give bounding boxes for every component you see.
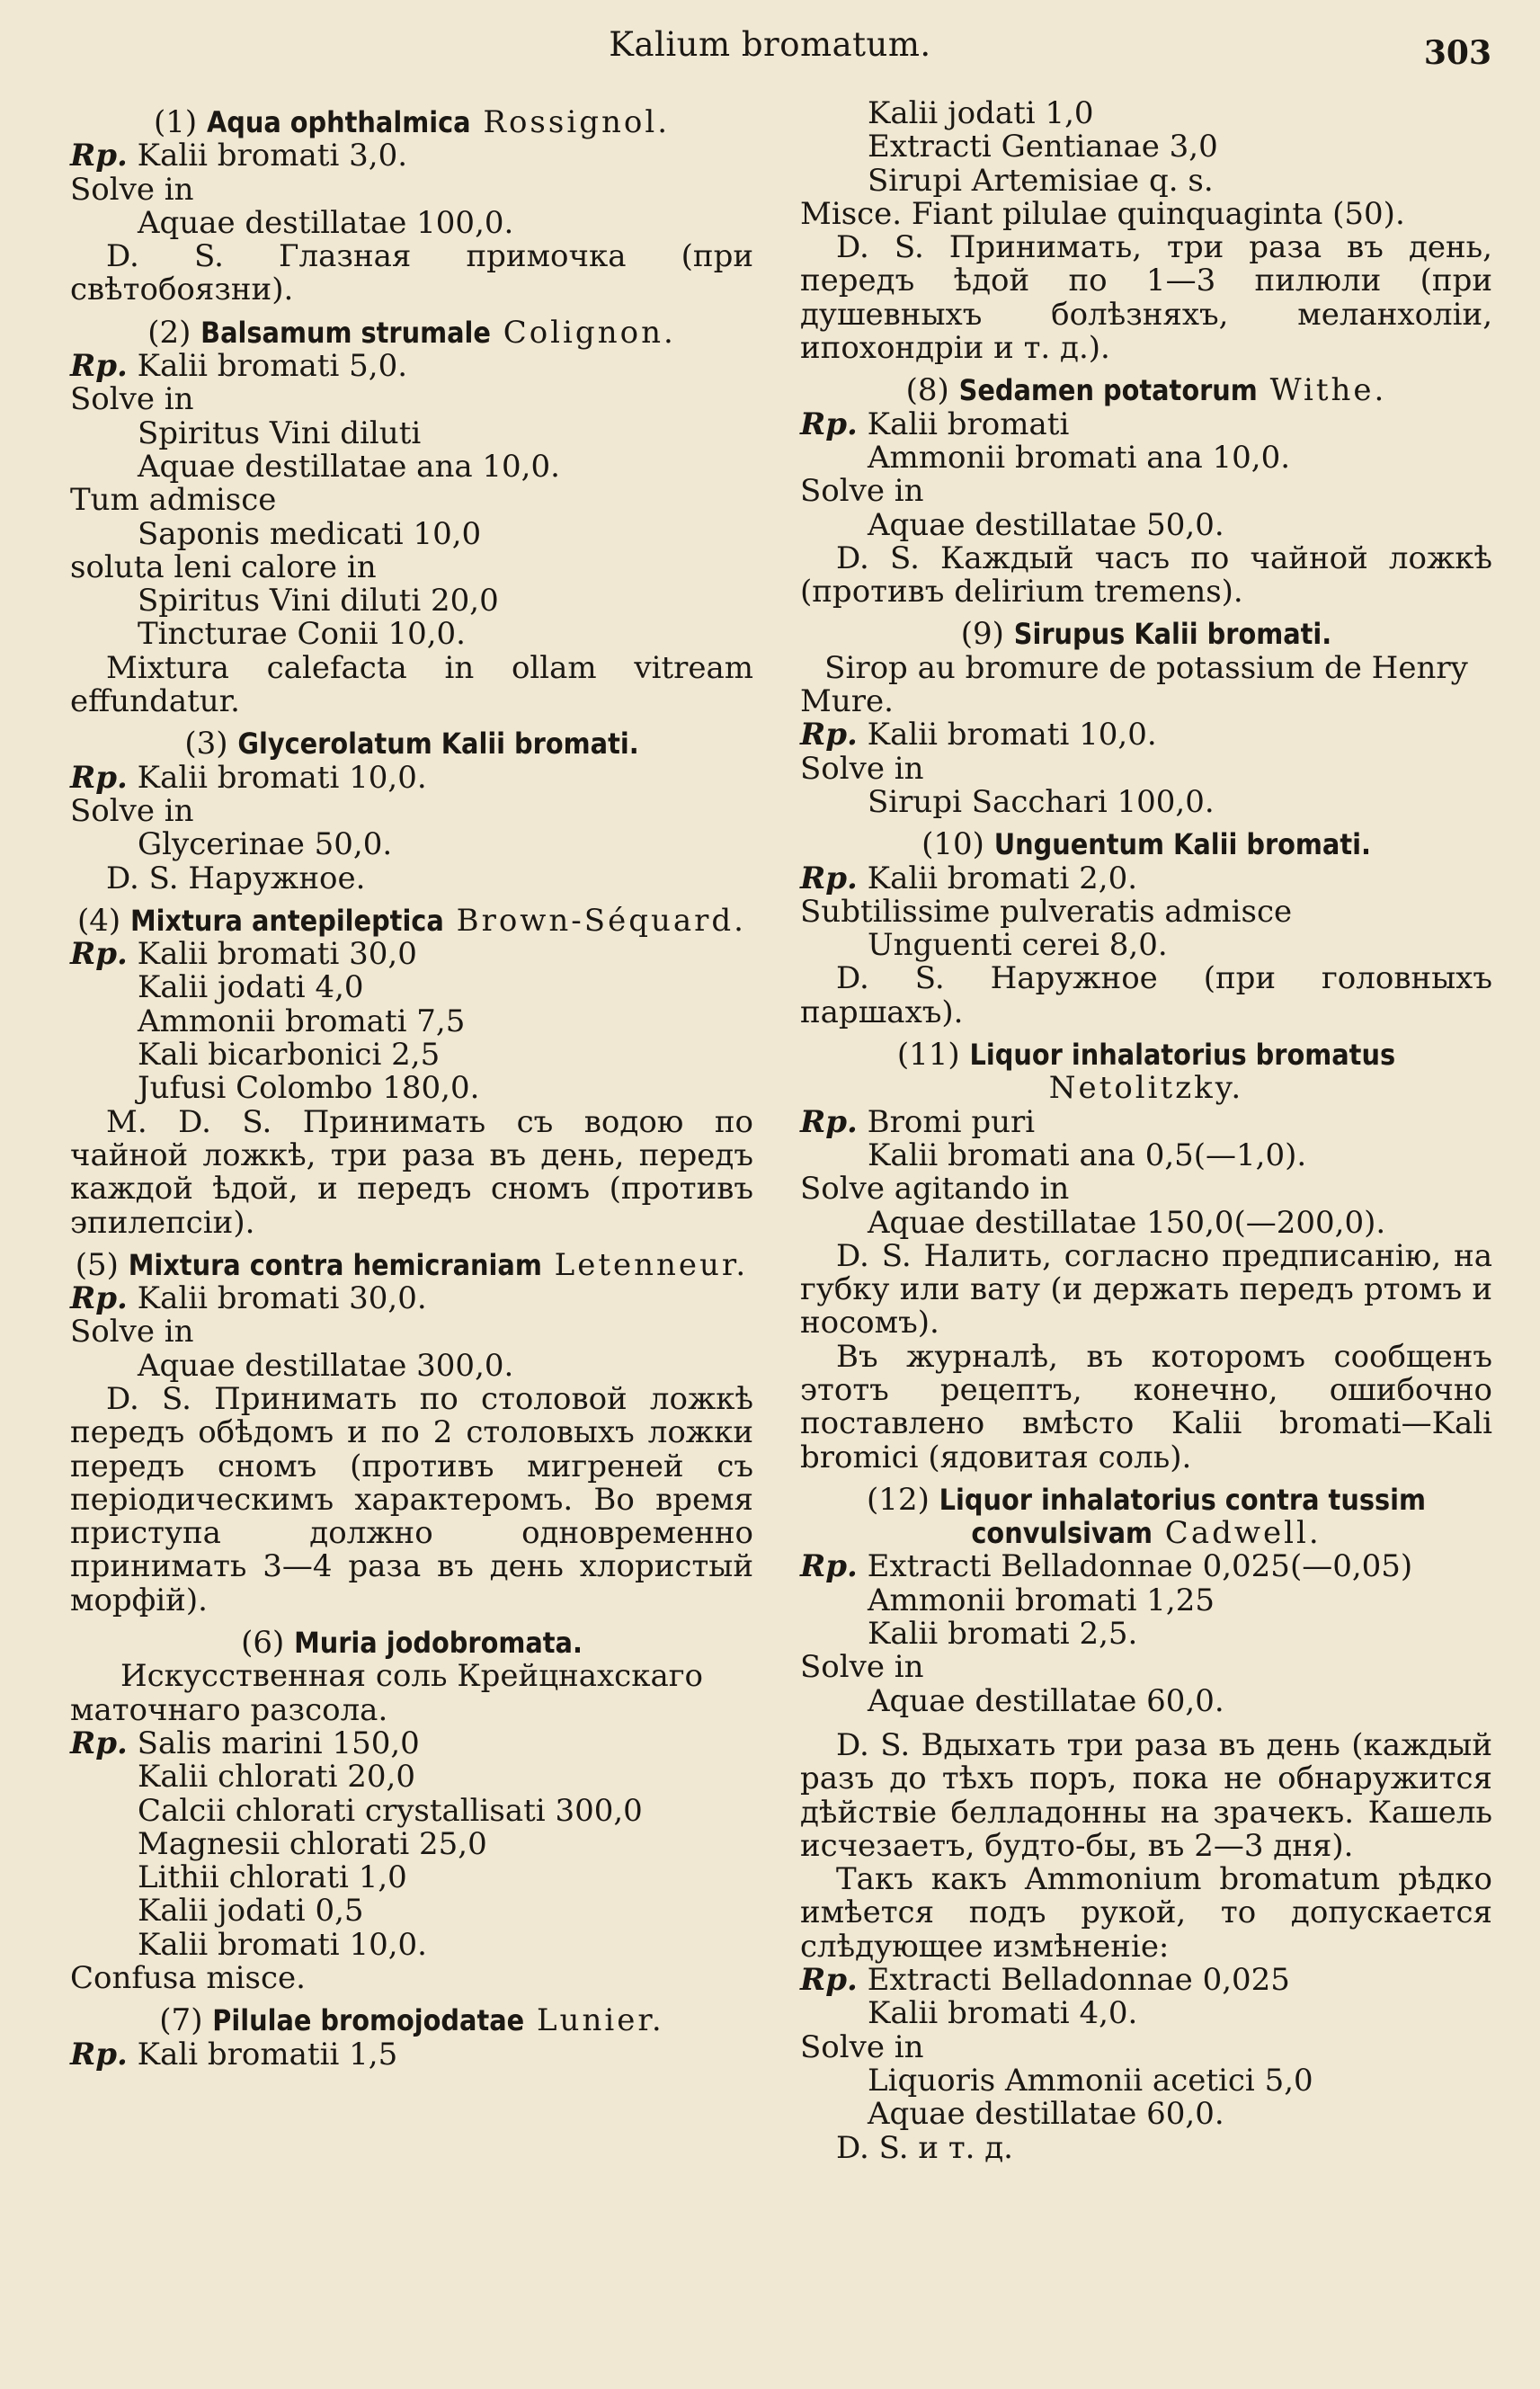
rp-mark: Rp.	[70, 936, 128, 973]
recipe-line: Rp. Kali bromatii 1,5	[70, 2036, 398, 2073]
recipe-author: Letenneur.	[541, 1246, 749, 1283]
recipe-line: Solve in	[70, 381, 194, 418]
recipe-line: Aquae destillatae 50,0.	[868, 506, 1224, 543]
recipe-number: (7)	[159, 2002, 213, 2039]
right-column	[800, 97, 1492, 2165]
recipe-number: (6)	[241, 1625, 295, 1662]
recipe-line: Aquae destillatae 100,0.	[138, 204, 514, 241]
recipe-line: Calcii chlorati crystallisati 300,0	[138, 1792, 643, 1829]
instruction-paragraph: D. S. и т. д.	[836, 2129, 1013, 2166]
rp-mark: Rp.	[70, 1725, 128, 1761]
recipe-line: Aquae destillatae ana 10,0.	[138, 448, 560, 485]
recipe-line: Solve in	[800, 2028, 924, 2065]
recipe-line: Tincturae Conii 10,0.	[138, 616, 466, 653]
recipe-heading	[70, 1246, 753, 1283]
recipe-line: Solve in	[70, 792, 194, 829]
rp-mark: Rp.	[70, 348, 128, 385]
recipe-line: Kalii bromati 2,5.	[868, 1616, 1138, 1653]
instruction-paragraph: D. S. Глазная примочка (при свѣтобоязни).	[70, 238, 753, 308]
rp-mark: Rp.	[70, 759, 128, 796]
rp-mark: Rp.	[800, 1548, 858, 1585]
instruction-paragraph: Такъ какъ Ammonium bromatum рѣдко имѣется подъ рукой, то допускается слѣдующее измѣненіе:	[800, 1861, 1492, 1965]
recipe-line: Rp. Bromi puri	[800, 1103, 1036, 1140]
recipe-line: Solve agitando in	[800, 1171, 1070, 1208]
recipe-line: Kalii bromati 10,0.	[138, 1926, 427, 1963]
recipe-line: Magnesii chlorati 25,0	[138, 1825, 487, 1862]
recipe-heading	[800, 828, 1492, 861]
recipe-line: Ammonii bromati ana 10,0.	[868, 439, 1291, 476]
recipe-line: Spiritus Vini diluti	[138, 415, 422, 451]
instruction-paragraph: D. S. Принимать, три раза въ день, передъ ѣдой по 1—3 пилюли (при душевныхъ болѣзняхъ, меланхоліи, ипохондріи и т. д.).	[800, 229, 1492, 367]
recipe-line: Jufusi Colombo 180,0.	[138, 1070, 480, 1107]
recipe-line: Confusa misce.	[70, 1960, 306, 1997]
recipe-heading	[800, 618, 1492, 651]
recipe-line: Sirupi Sacchari 100,0.	[868, 783, 1215, 820]
recipe-line: Solve in	[800, 473, 924, 510]
instruction-paragraph: Sirop au bromure de potassium de Henry Mure.	[800, 649, 1468, 720]
recipe-line: Rp. Kalii bromati 30,0.	[70, 1280, 427, 1317]
recipe-line: Unguenti cerei 8,0.	[868, 927, 1168, 964]
recipe-line: Kalii jodati 0,5	[138, 1893, 364, 1930]
rp-mark: Rp.	[800, 406, 858, 442]
recipe-line: Saponis medicati 10,0	[138, 515, 482, 552]
recipe-number: (8)	[905, 372, 959, 409]
instruction-paragraph: D. S. Наружное (при головныхъ паршахъ).	[800, 960, 1492, 1030]
recipe-line: Rp. Kalii bromati 30,0	[70, 936, 417, 973]
instruction-paragraph: D. S. Каждый часъ по чайной ложкѣ (противъ delirium tremens).	[800, 539, 1492, 611]
recipe-title: Liquor inhalatorius contra tussim convulsivam	[939, 1482, 1426, 1551]
recipe-heading	[800, 1039, 1492, 1106]
recipe-line: Kali bicarbonici 2,5	[138, 1037, 441, 1074]
recipe-line: Kalii bromati ana 0,5(—1,0).	[868, 1137, 1307, 1173]
recipe-line: Lithii chlorati 1,0	[138, 1859, 407, 1896]
recipe-line: Rp. Extracti Belladonnae 0,025(—0,05)	[800, 1548, 1413, 1585]
recipe-number: (3)	[184, 726, 238, 762]
recipe-heading	[70, 902, 753, 939]
recipe-title: Glycerolatum Kalii bromati.	[237, 727, 639, 762]
recipe-title: Muria jodobromata.	[294, 1626, 583, 1661]
recipe-number: (4)	[77, 902, 130, 939]
recipe-heading	[70, 2004, 753, 2037]
recipe-author: Brown-Séquard.	[443, 902, 746, 939]
recipe-line: Rp. Kalii bromati 10,0.	[70, 759, 427, 796]
recipe-line: Extracti Gentianae 3,0	[868, 129, 1218, 165]
recipe-line: Kalii jodati 1,0	[868, 95, 1094, 131]
rp-mark: Rp.	[800, 860, 858, 896]
recipe-title: Mixtura contra hemicraniam	[128, 1247, 542, 1282]
instruction-paragraph: M. D. S. Принимать съ водою по чайной ложкѣ, три раза въ день, передъ каждой ѣдой, и передъ сномъ (противъ эпилепсіи).	[70, 1103, 753, 1241]
recipe-line: Rp. Kalii bromati 5,0.	[70, 348, 408, 385]
recipe-line: Ammonii bromati 7,5	[138, 1003, 466, 1039]
recipe-title: Liquor inhalatorius bromatus	[969, 1038, 1396, 1073]
recipe-line: Rp. Extracti Belladonnae 0,025	[800, 1962, 1290, 1999]
recipe-line: Kalii bromati 4,0.	[868, 1995, 1138, 2032]
recipe-author: Colignon.	[490, 314, 676, 351]
recipe-title: Balsamum strumale	[200, 315, 491, 350]
recipe-line: Spiritus Vini diluti 20,0	[138, 583, 499, 620]
recipe-line: Rp. Kalii bromati 2,0.	[800, 860, 1138, 896]
instruction-paragraph: Въ журналѣ, въ которомъ сообщенъ этотъ рецептъ, конечно, ошибочно поставлено вмѣсто Kalii bromati—Kali bromici (ядовитая соль).	[800, 1338, 1492, 1475]
recipe-line: Rp. Kalii bromati 3,0.	[70, 138, 408, 174]
page-number: 303	[1423, 34, 1491, 72]
left-column	[70, 97, 753, 2072]
recipe-line: Aquae destillatae 300,0.	[138, 1347, 514, 1384]
recipe-line: Aquae destillatae 60,0.	[868, 2096, 1224, 2133]
recipe-heading	[70, 316, 753, 350]
recipe-author: Withe.	[1257, 372, 1387, 409]
recipe-line: Rp. Kalii bromati	[800, 406, 1070, 442]
recipe-title: Pilulae bromojodatae	[212, 2003, 525, 2038]
instruction-paragraph: D. S. Налить, согласно предписанію, на губку или вату (и держать передъ ртомъ и носомъ).	[800, 1237, 1492, 1342]
recipe-heading	[800, 374, 1492, 407]
rp-mark: Rp.	[70, 2036, 128, 2073]
recipe-line: Kalii jodati 4,0	[138, 969, 364, 1006]
recipe-line: Liquoris Ammonii acetici 5,0	[868, 2062, 1313, 2099]
recipe-line: Rp. Salis marini 150,0	[70, 1725, 420, 1761]
recipe-number: (12)	[867, 1481, 939, 1518]
recipe-author: Lunier.	[524, 2002, 664, 2039]
instruction-paragraph: Mixtura calefacta in ollam vitream effundatur.	[70, 649, 753, 720]
recipe-line: Solve in	[70, 171, 194, 208]
recipe-line: Solve in	[800, 750, 924, 787]
recipe-number: (10)	[921, 826, 994, 863]
recipe-line: soluta leni calore in	[70, 548, 377, 585]
recipe-author: Netolitzky.	[1048, 1070, 1244, 1107]
recipe-author: Cadwell.	[1153, 1515, 1322, 1552]
recipe-title: Sedamen potatorum	[958, 373, 1258, 408]
recipe-line: Sirupi Artemisiae q. s.	[868, 162, 1214, 199]
recipe-line: Solve in	[70, 1314, 194, 1350]
rp-mark: Rp.	[70, 1280, 128, 1317]
recipe-line: Kalii chlorati 20,0	[138, 1759, 415, 1796]
recipe-line: Aquae destillatae 60,0.	[868, 1682, 1224, 1719]
instruction-paragraph: D. S. Вдыхать три раза въ день (каждый разъ до тѣхъ поръ, пока не обнаружится дѣйствіе белладонны на зрачекъ. Кашель исчезаетъ, будто-бы, въ 2—3 дня).	[800, 1726, 1492, 1864]
page-header	[0, 25, 1540, 79]
rp-mark: Rp.	[800, 1962, 858, 1999]
rp-mark: Rp.	[800, 1103, 858, 1140]
recipe-line: Solve in	[800, 1649, 924, 1686]
recipe-number: (11)	[896, 1037, 970, 1074]
recipe-heading	[800, 1481, 1492, 1552]
recipe-number: (5)	[75, 1246, 129, 1283]
recipe-title: Unguentum Kalii bromati.	[993, 827, 1371, 862]
recipe-line: Ammonii bromati 1,25	[868, 1582, 1215, 1618]
recipe-title: Mixtura antepileptica	[130, 903, 444, 938]
recipe-heading	[70, 727, 753, 761]
recipe-line: Aquae destillatae 150,0(—200,0).	[868, 1204, 1386, 1241]
recipe-line: Rp. Kalii bromati 10,0.	[800, 717, 1157, 753]
recipe-number: (1)	[153, 104, 207, 140]
recipe-line: Misce. Fiant pilulae quinquaginta (50).	[800, 195, 1405, 232]
recipe-line: Glycerinae 50,0.	[138, 826, 393, 863]
recipe-line: Tum admisce	[70, 482, 277, 519]
recipe-title: Sirupus Kalii bromati.	[1013, 617, 1332, 652]
recipe-author: Rossignol.	[470, 104, 671, 140]
instruction-paragraph: D. S. Принимать по столовой ложкѣ передъ обѣдомъ и по 2 столовыхъ ложки передъ сномъ (противъ мигреней съ періодическимъ характеромъ. Во время приступа должно одновременно принимать 3—4 раза въ день хлористый морфій).	[70, 1380, 753, 1618]
instruction-paragraph: Искусственная соль Крейцнахскаго маточнаго разсола.	[70, 1658, 704, 1728]
instruction-paragraph: D. S. Наружное.	[106, 860, 366, 896]
recipe-number: (9)	[960, 616, 1014, 653]
running-title: Kalium bromatum.	[609, 25, 931, 64]
rp-mark: Rp.	[70, 138, 128, 174]
rp-mark: Rp.	[800, 717, 858, 753]
recipe-heading	[70, 1627, 753, 1660]
recipe-title: Aqua ophthalmica	[206, 105, 471, 139]
recipe-number: (2)	[147, 314, 201, 351]
recipe-line: Subtilissime pulveratis admisce	[800, 893, 1293, 930]
recipe-heading	[70, 106, 753, 139]
